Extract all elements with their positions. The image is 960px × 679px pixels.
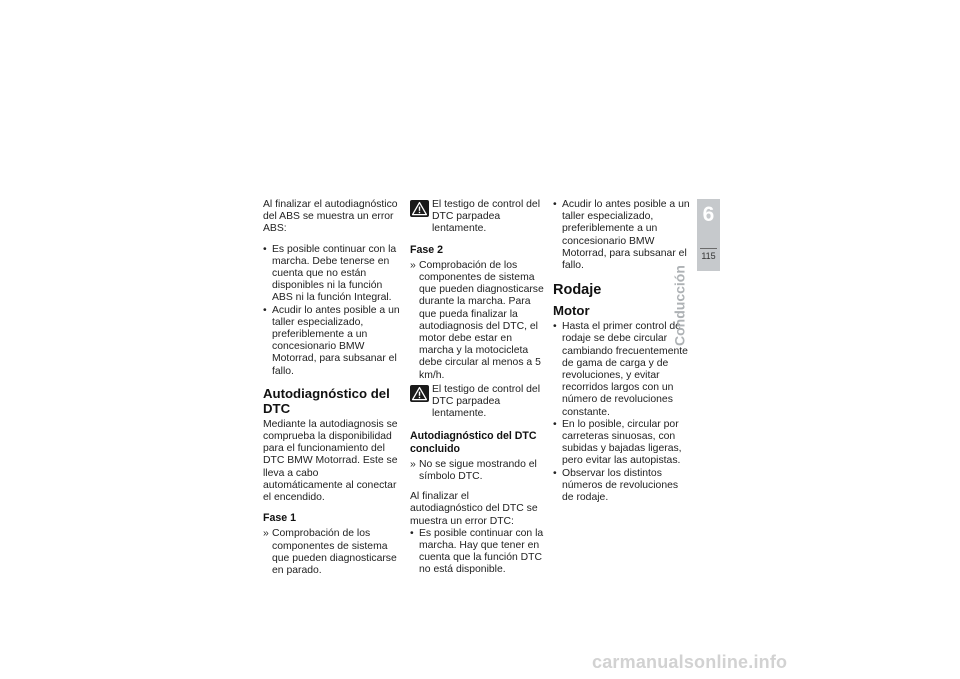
abs-error-intro: Al finalizar el autodiagnóstico del ABS se muestra un error ABS: bbox=[263, 199, 398, 235]
list-item: • Es posible continuar con la marcha. Debe tenerse en cuenta que no están disponibles ni la función ABS ni la función Integral. bbox=[263, 244, 401, 305]
list-item: » No se sigue mostrando el símbolo DTC. bbox=[410, 459, 544, 483]
list-item: • Hasta el primer control de rodaje se debe circular cambiando frecuentemente de gama de carga y de revoluciones, y evitar recorridos largos con un número de revoluciones constante. bbox=[553, 321, 691, 419]
section-side-label bbox=[672, 265, 688, 346]
phase-2-heading: Fase 2 bbox=[410, 243, 443, 256]
subheading-engine: Motor bbox=[553, 303, 590, 319]
chapter-tab bbox=[697, 199, 720, 271]
list-item: • Acudir lo antes posible a un taller especializado, preferiblemente a un concesionario BMW Motorrad, para subsanar el fallo. bbox=[263, 305, 401, 378]
list-item: • Observar los distintos números de revoluciones de rodaje. bbox=[553, 468, 691, 505]
warning-triangle-icon bbox=[410, 200, 429, 217]
dtc-error-list bbox=[410, 528, 544, 577]
list-item: • Es posible continuar con la marcha. Hay que tener en cuenta que la función DTC no está disponible. bbox=[410, 528, 544, 577]
abs-error-list bbox=[263, 244, 401, 378]
warning-note bbox=[410, 199, 544, 236]
break-in-list bbox=[553, 321, 691, 504]
section-heading-break-in: Rodaje bbox=[553, 282, 602, 299]
warning-triangle-icon bbox=[410, 385, 429, 402]
dtc-error-intro: Al finalizar el autodiagnóstico del DTC se muestra un error DTC: bbox=[410, 491, 538, 527]
phase-1-steps bbox=[263, 528, 401, 577]
dtc-intro-paragraph: Mediante la autodiagnosis se comprueba la disponibilidad para el funcionamiento del DTC BMW Motorrad. Este se lleva a cabo automáticamente al conectar el encendido. bbox=[263, 418, 398, 504]
warning-text: El testigo de control del DTC parpadea lentamente. bbox=[432, 383, 541, 420]
list-item: » Comprobación de los componentes de sistema que pueden diagnosticarse en parado. bbox=[263, 528, 401, 577]
column-1 bbox=[263, 199, 401, 585]
dtc-complete-heading: Autodiagnóstico del DTC concluido bbox=[410, 430, 537, 455]
dtc-complete-steps bbox=[410, 459, 544, 483]
section-heading-dtc-self-diagnosis: Autodiagnóstico del DTC bbox=[263, 385, 390, 416]
list-item: • En lo posible, circular por carreteras sinuosas, con subidas y bajadas ligeras, pero evitar las autopistas. bbox=[553, 419, 691, 468]
column-2 bbox=[410, 199, 544, 585]
list-item: • Acudir lo antes posible a un taller especializado, preferiblemente a un concesionario BMW Motorrad, para subsanar el fallo. bbox=[553, 199, 691, 272]
page-number: 115 bbox=[701, 251, 716, 261]
watermark: carmanualsonline.info bbox=[592, 652, 788, 672]
column-3 bbox=[553, 199, 691, 512]
phase-2-steps bbox=[410, 260, 544, 382]
chapter-number: 6 bbox=[702, 203, 715, 226]
phase-1-heading: Fase 1 bbox=[263, 512, 296, 525]
tab-divider bbox=[700, 248, 717, 249]
dtc-error-list-continued bbox=[553, 199, 691, 272]
section-name: Conducción bbox=[671, 265, 688, 346]
warning-text: El testigo de control del DTC parpadea lentamente. bbox=[432, 199, 541, 235]
list-item: » Comprobación de los componentes de sistema que pueden diagnosticarse durante la marcha. Para que pueda finalizar la autodiagnosis del DTC, el motor debe estar en marcha y la motocicleta debe circular al menos a 5 km/h. bbox=[410, 260, 544, 382]
warning-note bbox=[410, 384, 544, 421]
